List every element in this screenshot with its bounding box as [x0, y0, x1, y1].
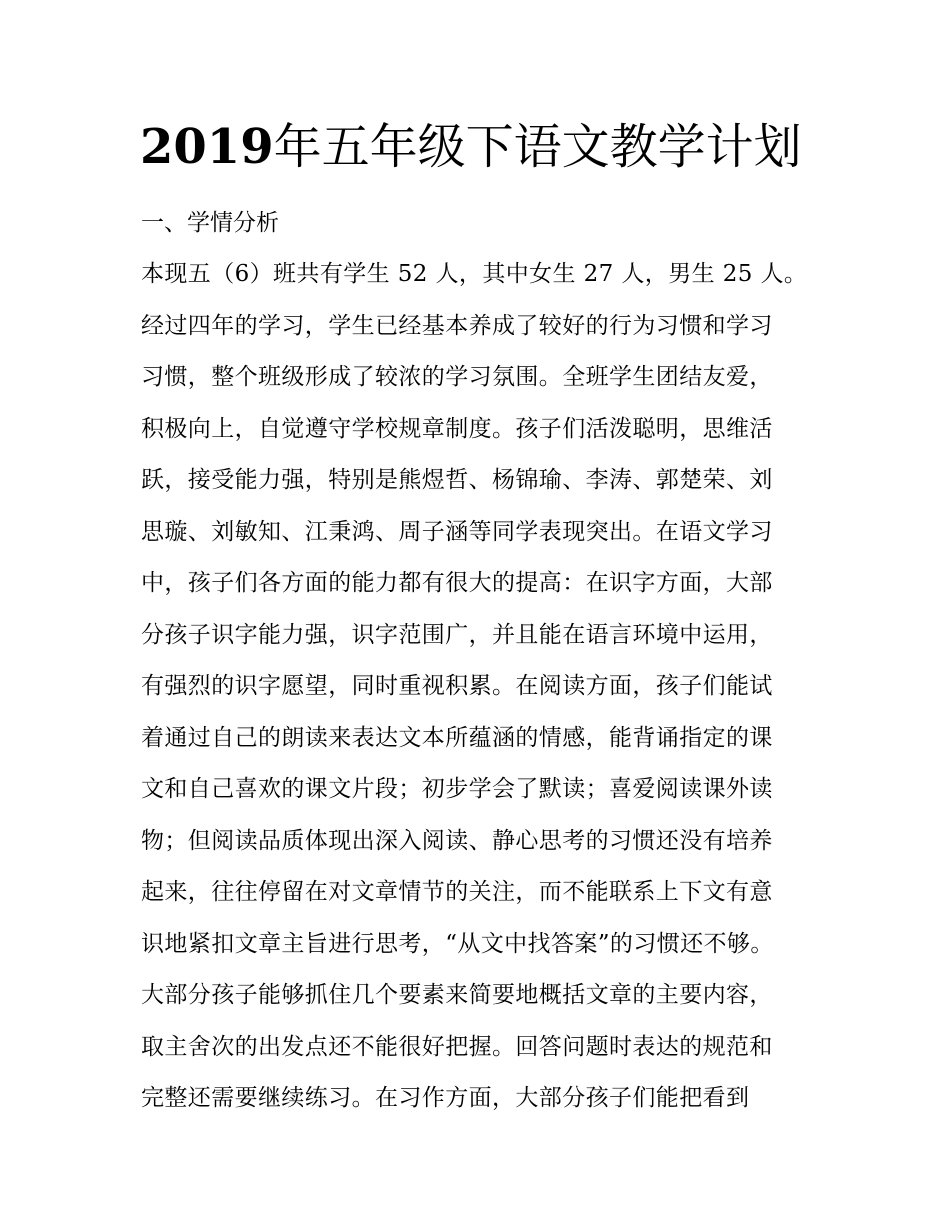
text-line: 有强烈的识字愿望，同时重视积累。在阅读方面，孩子们能试 [141, 673, 773, 699]
text-line: 中，孩子们各方面的能力都有很大的提高：在识字方面，大部 [141, 570, 773, 596]
text-line: 大部分孩子能够抓住几个要素来简要地概括文章的主要内容， [141, 982, 773, 1008]
text-line: 取主舍次的出发点还不能很好把握。回答问题时表达的规范和 [141, 1033, 773, 1060]
section-heading: 一、学情分析 [141, 210, 279, 236]
body-paragraph [141, 256, 821, 1132]
text-line: 思璇、刘敏知、江秉鸿、周子涵等同学表现突出。在语文学习 [141, 518, 773, 545]
text-line: 着通过自己的朗读来表达文本所蕴涵的情感，能背诵指定的课 [141, 724, 773, 751]
title-year: 2019 [140, 119, 274, 175]
text-line: 本现五（6）班共有学生 52 人，其中女生 27 人，男生 25 人。 [141, 261, 808, 287]
title-text: 年五年级下语文教学计划 [273, 119, 802, 175]
text-line: 跃，接受能力强，特别是熊煜哲、杨锦瑜、李涛、郭楚荣、刘 [141, 467, 773, 493]
text-line: 文和自己喜欢的课文片段；初步学会了默读；喜爱阅读课外读 [141, 776, 773, 802]
text-line: 分孩子识字能力强，识字范围广，并且能在语言环境中运用， [141, 621, 773, 648]
text-line: 识地紧扣文章主旨进行思考，“从文中找答案”的习惯还不够。 [141, 930, 774, 957]
text-line: 完整还需要继续练习。在习作方面，大部分孩子们能把看到 [141, 1085, 750, 1111]
text-line: 起来，往往停留在对文章情节的关注，而不能联系上下文有意 [141, 879, 773, 905]
text-line: 积极向上，自觉遵守学校规章制度。孩子们活泼聪明，思维活 [141, 415, 773, 442]
text-line: 物；但阅读品质体现出深入阅读、静心思考的习惯还没有培养 [141, 827, 773, 854]
text-line: 习惯，整个班级形成了较浓的学习氛围。全班学生团结友爱， [141, 364, 773, 390]
document-title [140, 116, 840, 178]
text-line: 经过四年的学习，学生已经基本养成了较好的行为习惯和学习 [141, 312, 773, 339]
